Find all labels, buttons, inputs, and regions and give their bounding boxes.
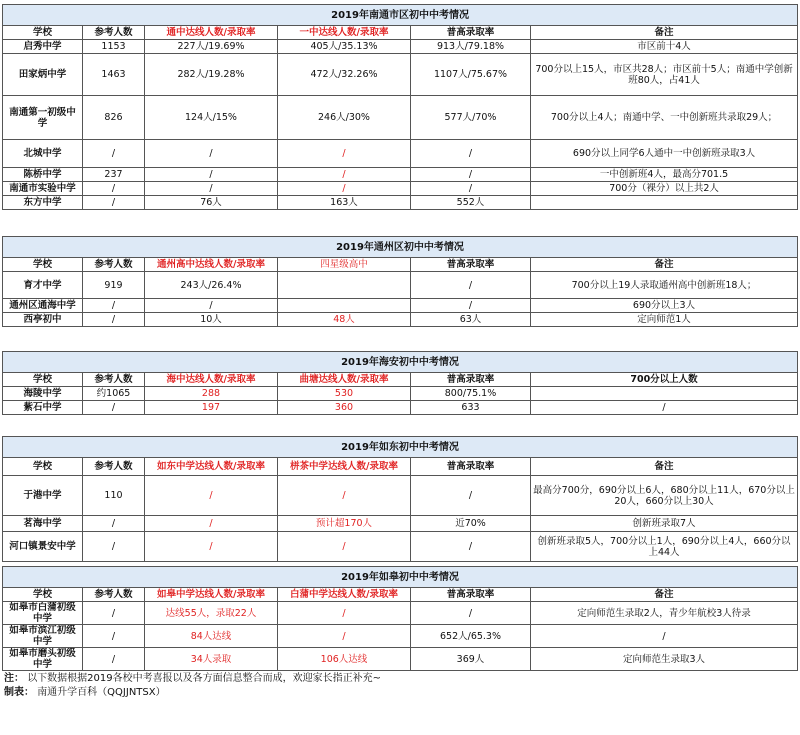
cell-school: 紫石中学 xyxy=(3,401,83,415)
header-remarks: 备注 xyxy=(531,26,798,40)
header-pugao: 普高录取率 xyxy=(411,458,531,476)
cell: 700分以上19人录取通州高中创新班18人； xyxy=(531,272,798,299)
header-pugao: 普高录取率 xyxy=(411,258,531,272)
section-title: 2019年南通市区初中中考情况 xyxy=(3,5,798,26)
table-row xyxy=(3,532,798,562)
header-count: 参考人数 xyxy=(83,26,145,40)
table-row xyxy=(3,625,798,648)
cell: 243人/26.4% xyxy=(145,272,278,299)
cell: / xyxy=(411,182,531,196)
cell: 197 xyxy=(145,401,278,415)
cell: 定向师范生录取3人 xyxy=(531,648,798,671)
cell: 定向师范1人 xyxy=(531,313,798,327)
header-school: 学校 xyxy=(3,588,83,602)
cell: 227人/19.69% xyxy=(145,40,278,54)
header-school: 学校 xyxy=(3,373,83,387)
cell: 创新班录取7人 xyxy=(531,516,798,532)
cell: 282人/19.28% xyxy=(145,54,278,96)
cell-school: 如皋市磨头初级中学 xyxy=(3,648,83,671)
header-school: 学校 xyxy=(3,458,83,476)
cell: / xyxy=(278,182,411,196)
cell: / xyxy=(145,182,278,196)
table-row xyxy=(3,299,798,313)
header-bencha: 栟茶中学达线人数/录取率 xyxy=(278,458,411,476)
header-school: 学校 xyxy=(3,26,83,40)
cell-school: 海陵中学 xyxy=(3,387,83,401)
cell-school: 河口镇景安中学 xyxy=(3,532,83,562)
cell xyxy=(531,196,798,210)
cell: 1463 xyxy=(83,54,145,96)
cell: / xyxy=(83,602,145,625)
table-row xyxy=(3,313,798,327)
cell: 定向师范生录取2人，青少年航校3人待录 xyxy=(531,602,798,625)
cell: / xyxy=(411,532,531,562)
cell: 106人达线 xyxy=(278,648,411,671)
header-remarks: 备注 xyxy=(531,588,798,602)
table-row xyxy=(3,401,798,415)
header-school: 学校 xyxy=(3,258,83,272)
section-title: 2019年海安初中中考情况 xyxy=(3,352,798,373)
header-remarks: 备注 xyxy=(531,258,798,272)
header-qutang: 曲塘达线人数/录取率 xyxy=(278,373,411,387)
table-row xyxy=(3,602,798,625)
header-tongzhou-high: 通州高中达线人数/录取率 xyxy=(145,258,278,272)
cell: / xyxy=(411,168,531,182)
header-700plus: 700分以上人数 xyxy=(531,373,798,387)
cell: / xyxy=(278,168,411,182)
section-title: 2019年如东初中中考情况 xyxy=(3,437,798,458)
cell: 63人 xyxy=(411,313,531,327)
cell: 246人/30% xyxy=(278,96,411,140)
cell: 577人/70% xyxy=(411,96,531,140)
cell: 369人 xyxy=(411,648,531,671)
cell-school: 陈桥中学 xyxy=(3,168,83,182)
table-row xyxy=(3,40,798,54)
cell: 163人 xyxy=(278,196,411,210)
cell: 达线55人，录取22人 xyxy=(145,602,278,625)
header-baipu: 白蒲中学达线人数/录取率 xyxy=(278,588,411,602)
cell xyxy=(278,272,411,299)
cell: / xyxy=(278,602,411,625)
cell-school: 如皋市滨江初级中学 xyxy=(3,625,83,648)
cell: 700分以上15人，市区共28人；市区前十5人；南通中学创新班80人，占41人 xyxy=(531,54,798,96)
header-count: 参考人数 xyxy=(83,588,145,602)
cell-school: 育才中学 xyxy=(3,272,83,299)
cell: / xyxy=(278,532,411,562)
note-label: 注： xyxy=(4,673,24,684)
cell: 652人/65.3% xyxy=(411,625,531,648)
cell: 690分以上3人 xyxy=(531,299,798,313)
table-row xyxy=(3,196,798,210)
table-row xyxy=(3,168,798,182)
cell: / xyxy=(83,313,145,327)
header-yizhong: 一中达线人数/录取率 xyxy=(278,26,411,40)
cell: 633 xyxy=(411,401,531,415)
cell xyxy=(531,387,798,401)
cell: 288 xyxy=(145,387,278,401)
cell: 552人 xyxy=(411,196,531,210)
footnotes xyxy=(4,672,381,700)
cell: / xyxy=(83,532,145,562)
cell: 800/75.1% xyxy=(411,387,531,401)
cell: / xyxy=(278,140,411,168)
header-rudong-high: 如东中学达线人数/录取率 xyxy=(145,458,278,476)
note-line xyxy=(4,672,381,686)
cell-school: 西亭初中 xyxy=(3,313,83,327)
cell: 913人/79.18% xyxy=(411,40,531,54)
cell: / xyxy=(145,516,278,532)
cell: 约1065 xyxy=(83,387,145,401)
section-title: 2019年通州区初中中考情况 xyxy=(3,237,798,258)
cell: 919 xyxy=(83,272,145,299)
header-remarks: 备注 xyxy=(531,458,798,476)
cell: 700分（裸分）以上共2人 xyxy=(531,182,798,196)
cell: / xyxy=(411,140,531,168)
header-tongzhong: 通中达线人数/录取率 xyxy=(145,26,278,40)
cell-school: 如皋市白蒲初级中学 xyxy=(3,602,83,625)
header-pugao: 普高录取率 xyxy=(411,588,531,602)
cell xyxy=(278,299,411,313)
cell: / xyxy=(83,299,145,313)
cell: 10人 xyxy=(145,313,278,327)
cell: 1107人/75.67% xyxy=(411,54,531,96)
cell: / xyxy=(411,602,531,625)
cell: / xyxy=(145,476,278,516)
cell: 110 xyxy=(83,476,145,516)
cell: / xyxy=(83,182,145,196)
cell: 124人/15% xyxy=(145,96,278,140)
cell-school: 启秀中学 xyxy=(3,40,83,54)
table-row xyxy=(3,648,798,671)
cell: 预计超170人 xyxy=(278,516,411,532)
maker-line xyxy=(4,686,381,700)
cell: / xyxy=(411,272,531,299)
cell: / xyxy=(145,140,278,168)
cell: / xyxy=(278,625,411,648)
rudong-table xyxy=(2,436,798,562)
header-rugao-high: 如皋中学达线人数/录取率 xyxy=(145,588,278,602)
cell: / xyxy=(83,140,145,168)
cell: 360 xyxy=(278,401,411,415)
cell: / xyxy=(145,532,278,562)
header-count: 参考人数 xyxy=(83,373,145,387)
cell: / xyxy=(83,516,145,532)
section-title: 2019年如皋初中中考情况 xyxy=(3,567,798,588)
table-row xyxy=(3,140,798,168)
cell: / xyxy=(145,168,278,182)
header-pugao: 普高录取率 xyxy=(411,373,531,387)
haian-table xyxy=(2,351,798,415)
table-row xyxy=(3,54,798,96)
table-row xyxy=(3,516,798,532)
cell: 530 xyxy=(278,387,411,401)
cell: 48人 xyxy=(278,313,411,327)
cell: 创新班录取5人，700分以上1人，690分以上4人，660分以上44人 xyxy=(531,532,798,562)
cell: / xyxy=(278,476,411,516)
cell: 84人达线 xyxy=(145,625,278,648)
table-row xyxy=(3,476,798,516)
cell-school: 南通市实验中学 xyxy=(3,182,83,196)
cell: 405人/35.13% xyxy=(278,40,411,54)
header-count: 参考人数 xyxy=(83,458,145,476)
maker-text: 南通升学百科（QQJJNTSX） xyxy=(37,687,166,698)
cell: / xyxy=(83,625,145,648)
maker-label: 制表： xyxy=(4,687,34,698)
cell: / xyxy=(83,648,145,671)
cell: / xyxy=(83,401,145,415)
cell: / xyxy=(531,625,798,648)
cell: / xyxy=(145,299,278,313)
cell-school: 田家炳中学 xyxy=(3,54,83,96)
cell: 826 xyxy=(83,96,145,140)
header-four-star: 四星级高中 xyxy=(278,258,411,272)
cell: 472人/32.26% xyxy=(278,54,411,96)
cell-school: 南通第一初级中学 xyxy=(3,96,83,140)
nantong-table xyxy=(2,4,798,210)
cell: 一中创新班4人，最高分701.5 xyxy=(531,168,798,182)
cell-school: 东方中学 xyxy=(3,196,83,210)
cell: 237 xyxy=(83,168,145,182)
cell: 690分以上同学6人通中一中创新班录取3人 xyxy=(531,140,798,168)
cell: 76人 xyxy=(145,196,278,210)
tongzhou-table xyxy=(2,236,798,327)
cell-school: 通州区通海中学 xyxy=(3,299,83,313)
table-row xyxy=(3,182,798,196)
table-row xyxy=(3,96,798,140)
cell: 最高分700分，690分以上6人，680分以上11人，670分以上20人，660分以上30人 xyxy=(531,476,798,516)
header-haizhong: 海中达线人数/录取率 xyxy=(145,373,278,387)
cell: / xyxy=(411,299,531,313)
cell: 34人录取 xyxy=(145,648,278,671)
rugao-table xyxy=(2,566,798,671)
cell: 近70% xyxy=(411,516,531,532)
cell-school: 于港中学 xyxy=(3,476,83,516)
header-count: 参考人数 xyxy=(83,258,145,272)
cell: 700分以上4人；南通中学、一中创新班共录取29人； xyxy=(531,96,798,140)
cell-school: 茗海中学 xyxy=(3,516,83,532)
cell: 1153 xyxy=(83,40,145,54)
table-row xyxy=(3,387,798,401)
cell: / xyxy=(411,476,531,516)
cell-school: 北城中学 xyxy=(3,140,83,168)
table-row xyxy=(3,272,798,299)
note-text: 以下数据根据2019各校中考喜报以及各方面信息整合而成，欢迎家长指正补充~ xyxy=(27,673,382,684)
cell: / xyxy=(531,401,798,415)
header-pugao: 普高录取率 xyxy=(411,26,531,40)
cell: / xyxy=(83,196,145,210)
cell: 市区前十4人 xyxy=(531,40,798,54)
